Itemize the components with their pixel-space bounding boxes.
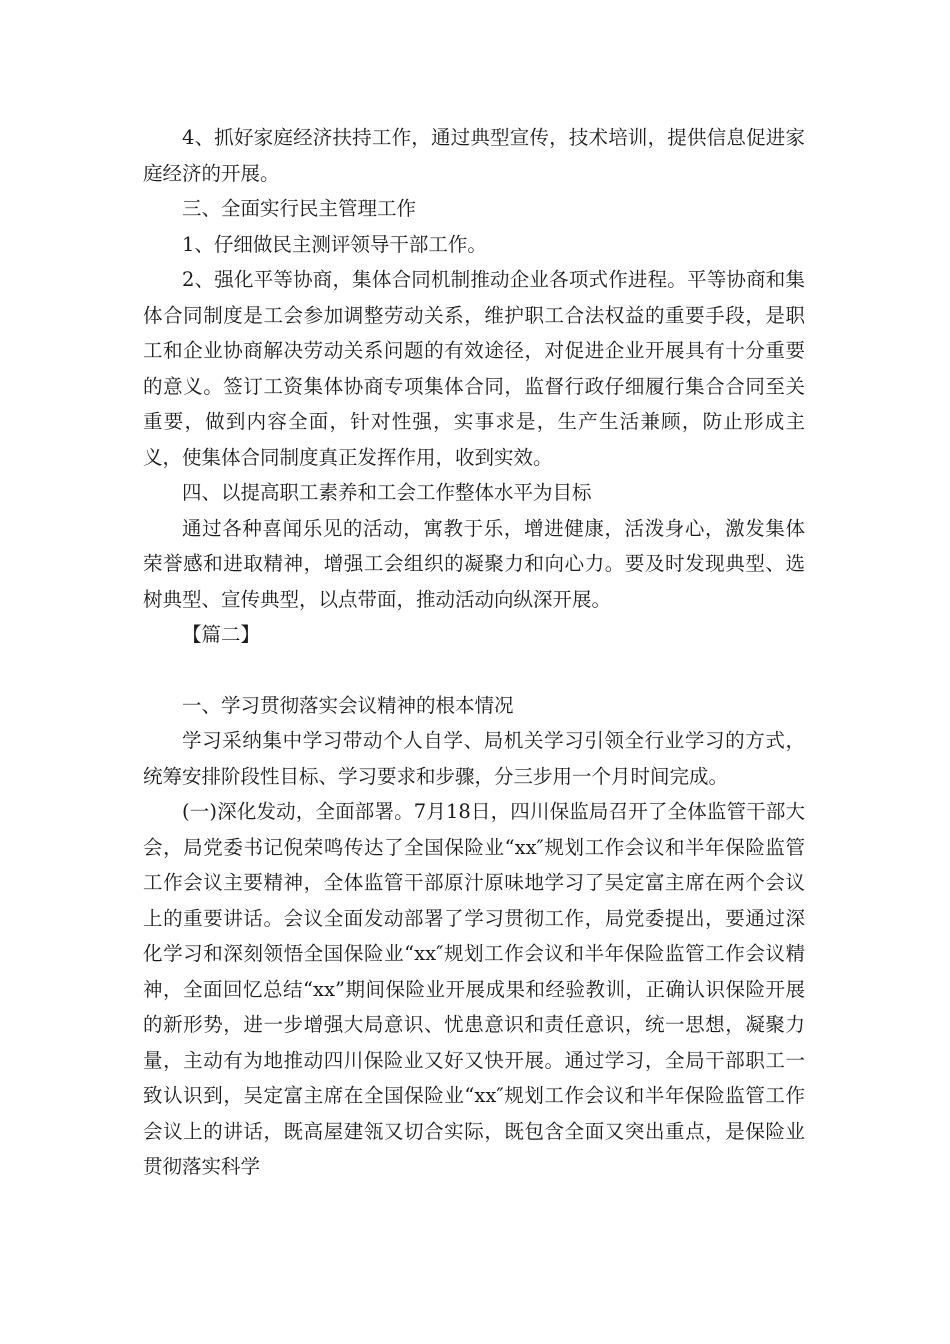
heading-worker-quality: 四、以提高职工素养和工会工作整体水平为目标 (182, 481, 592, 504)
paragraph-democratic-evaluation: 1、仔细做民主测评领导干部工作。 (182, 232, 487, 256)
heading-democratic-management: 三、全面实行民主管理工作 (182, 197, 417, 220)
paragraph-deployment: (一)深化发动，全面部署。7月18日，四川保监局召开了全体监管干部大会，局党委书记倪荣鸣传达了全国保险业“xx″规划工作会议和半年保险监管工作会议主要精神，全体监管干部原汁原味地学习了吴定富主席在两个会议上的重要讲话。会议全面发动部署了学习贯彻工作，局党委提出，要通过深化学习和深刻领悟全国保险业“xx″规划工作会议和半年保险监管工作会议精神，全面回忆总结“xx”期间保险业开展成果和经验教训，正确认识保险开展的新形势，进一步增强大局意识、忧患意识和责任意识，统一思想，凝聚力量，主动有为地推动四川保险业又好又快开展。通过学习，全局干部职工一致认识到，吴定富主席在全国保险业“xx″规划工作会议和半年保险监管工作会议上的讲话，既高屋建瓴又切合实际，既包含全面又突出重点，是保险业贯彻落实科学 (143, 800, 805, 1178)
paragraph-study-method: 学习采纳集中学习带动个人自学、局机关学习引领全行业学习的方式，统筹安排阶段性目标、学习要求和步骤，分三步用一个月时间完成。 (143, 729, 805, 788)
paragraph-collective-contract: 2、强化平等协商，集体合同机制推动企业各项式作进程。平等协商和集体合同制度是工会参加调整劳动关系，维护职工合法权益的重要手段，是职工和企业协商解决劳动关系问题的有效途径，对促进企业开展具有十分重要的意义。签订工资集体协商专项集体合同，监督行政仔细履行集合合同至关重要，做到内容全面，针对性强，实事求是，生产生活兼顾，防止形成主义，使集体合同制度真正发挥作用，收到实效。 (143, 268, 805, 469)
heading-meeting-spirit: 一、学习贯彻落实会议精神的根本情况 (182, 693, 514, 717)
paragraph-activities: 通过各种喜闻乐见的活动，寓教于乐，增进健康，活泼身心，激发集体荣誉感和进取精神，增强工会组织的凝聚力和向心力。要及时发现典型、选树典型、宣传典型，以点带面，推动活动向纵深开展。 (143, 516, 805, 611)
paragraph-family-economy: 4、抓好家庭经济扶持工作，通过典型宣传，技术培训，提供信息促进家庭经济的开展。 (143, 126, 805, 185)
document-body (143, 120, 805, 1185)
section-tag-part-two: 【篇二】 (182, 623, 261, 646)
